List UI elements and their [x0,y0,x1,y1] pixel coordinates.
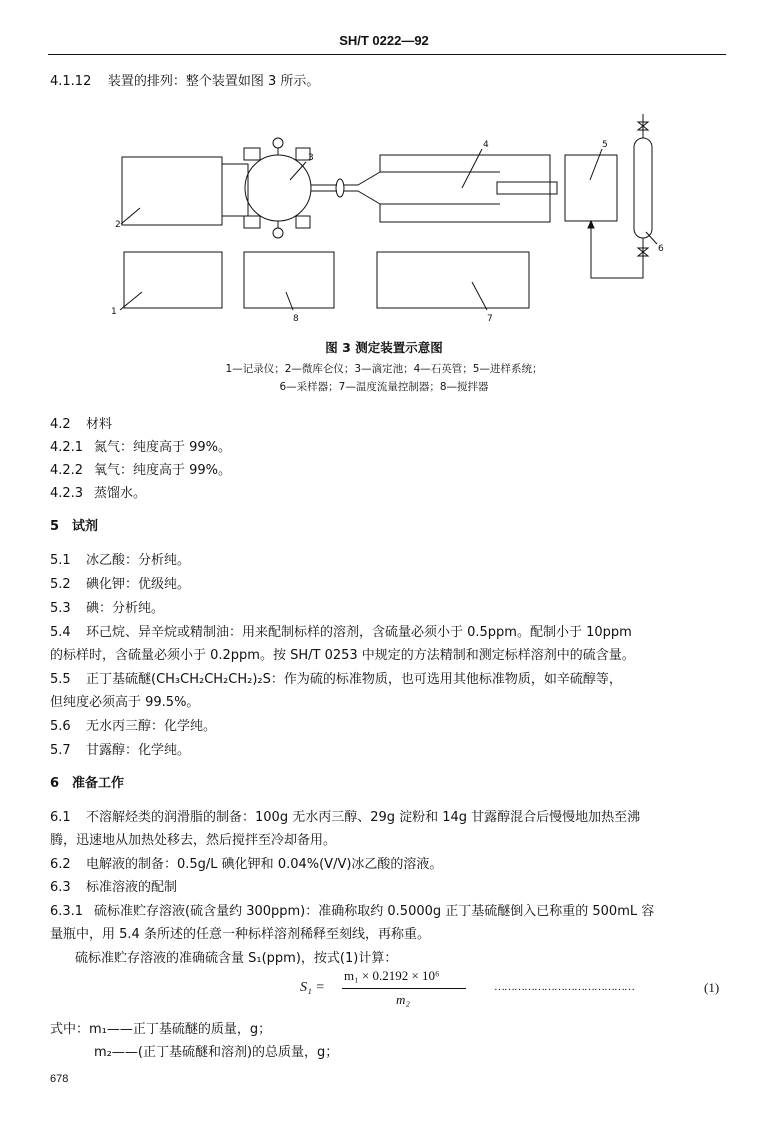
quartz-tube-outline [358,155,550,222]
clause-5-4-cont: 的标样时，含硫量必须小于 0.2ppm。按 SH/T 0253 中规定的方法精制和测定标样溶剂中的硫含量。 [50,648,635,663]
section-title: 准备工作 [72,776,125,791]
injection-box [565,155,617,221]
running-header: SH/T 0222—92 [339,33,429,48]
clause-number: 6.3.1 [50,904,84,919]
figure-legend-1: 1—记录仪；2—微库仑仪；3—滴定池；4—石英管；5—进样系统； [225,363,543,375]
clause-text: 硫标准贮存溶液(硫含量约 300ppm)：准确称取约 0.5000g 正丁基硫醚倒入已称重的 500mL 容 [94,904,655,919]
fraction-bar [342,988,466,989]
clause-number: 6.2 [50,857,71,872]
clause-4-2-1 [50,440,231,456]
clause-number: 5.6 [50,719,71,734]
page-number: 678 [50,1073,69,1085]
clause-text: 正丁基硫醚(CH₃CH₂CH₂CH₂)₂S：作为硫的标准物质，也可选用其他标准物质，如辛硫醇等， [86,672,622,687]
figure-title: 图 3 测定装置示意图 [325,340,443,355]
clause-6-2 [50,857,442,873]
label-6: 6 [658,244,664,254]
equation-number: (1) [704,980,720,995]
leader-dots: …………………………………… [494,981,634,993]
section-6-heading [50,776,124,792]
recorder-box [124,252,222,308]
clause-number: 4.2.3 [50,486,84,501]
clause-number: 4.2.1 [50,440,84,455]
header-rule [48,54,726,55]
section-number: 6 [50,776,60,791]
formula-intro: 硫标准贮存溶液的准确硫含量 S₁(ppm)，按式(1)计算： [75,951,398,966]
where-lead: 式中： [50,1022,90,1037]
clause-6-3-1-cont: 量瓶中，用 5.4 条所述的任意一种标样溶剂稀释至刻线，再称重。 [50,927,430,942]
connector-block [222,164,248,216]
formula-numerator: m₁ × 0.2192 × 10⁶ [344,968,440,983]
clause-text: 蒸馏水。 [94,486,147,501]
label-8: 8 [293,314,299,324]
clause-text: 碘化钾：优级纯。 [86,577,191,592]
clause-text: 材料 [86,417,113,432]
clause-5-4 [50,625,632,641]
clause-number: 6.3 [50,880,71,895]
label-1: 1 [111,307,117,317]
section-5-heading [50,519,98,535]
clause-4-2 [50,417,112,433]
clause-6-1-cont: 腾，迅速地从加热处移去，然后搅拌至冷却备用。 [50,833,337,848]
clause-number: 6.1 [50,810,71,825]
clause-text: 氧气：纯度高于 99%。 [94,463,232,478]
label-5: 5 [602,140,608,150]
microcoulometer-box [122,157,222,225]
sampler [634,138,652,238]
clause-4-2-3 [50,486,146,502]
clause-6-3 [50,880,177,896]
clause-number: 5.7 [50,743,71,758]
clause-5-3 [50,601,164,617]
where-m2: m₂——(正丁基硫醚和溶剂)的总质量，g； [94,1045,339,1060]
temp-flow-controller-box [377,252,529,308]
clause-text: 无水丙三醇：化学纯。 [86,719,217,734]
apparatus-diagram [0,100,768,340]
clause-text: 电解液的制备：0.5g/L 碘化钾和 0.04%(V/V)冰乙酸的溶液。 [86,857,443,872]
formula-1 [300,968,730,1012]
clause-5-5 [50,672,622,688]
clause-text: 标准溶液的配制 [86,880,178,895]
clause-text: 碘：分析纯。 [86,601,165,616]
clause-5-7 [50,743,190,759]
where-line-1 [50,1022,271,1038]
formula-lhs: S₁ = [300,980,325,995]
clause-number: 5.1 [50,553,71,568]
clause-number: 5.4 [50,625,71,640]
clause-text: 冰乙酸：分析纯。 [86,553,191,568]
clause-text: 氮气：纯度高于 99%。 [94,440,232,455]
clause-4-1-12 [50,74,319,90]
clause-5-5-cont: 但纯度必须高于 99.5%。 [50,695,200,710]
clause-number: 5.2 [50,577,71,592]
clause-number: 5.3 [50,601,71,616]
label-7: 7 [487,314,493,324]
formula-denominator: m₂ [396,992,410,1007]
clause-6-3-1 [50,904,654,920]
clause-5-1 [50,553,190,569]
clause-number: 4.2 [50,417,71,432]
clause-number: 4.2.2 [50,463,84,478]
clause-text: 不溶解烃类的润滑脂的制备：100g 无水丙三醇、29g 淀粉和 14g 甘露醇混合后慢慢地加热至沸 [86,810,641,825]
clause-text: 环己烷、异辛烷或精制油：用来配制标样的溶剂，含硫量必须小于 0.5ppm。配制小于 10ppm [86,625,632,640]
figure-legend-2: 6—采样器；7—温度流量控制器；8—搅拌器 [279,381,489,393]
clause-5-6 [50,719,216,735]
section-title: 试剂 [72,519,99,534]
clause-text: 甘露醇：化学纯。 [86,743,191,758]
clause-4-2-2 [50,463,231,479]
titration-cell [245,155,311,221]
section-number: 5 [50,519,60,534]
clause-number: 5.5 [50,672,71,687]
label-2: 2 [115,220,121,230]
clause-5-2 [50,577,190,593]
label-4: 4 [483,140,489,150]
clause-number: 4.1.12 [50,74,92,89]
clause-6-1 [50,810,640,826]
label-3: 3 [308,153,314,163]
where-m1: m₁——正丁基硫醚的质量，g； [89,1022,272,1037]
clause-text: 装置的排列：整个装置如图 3 所示。 [107,74,320,89]
